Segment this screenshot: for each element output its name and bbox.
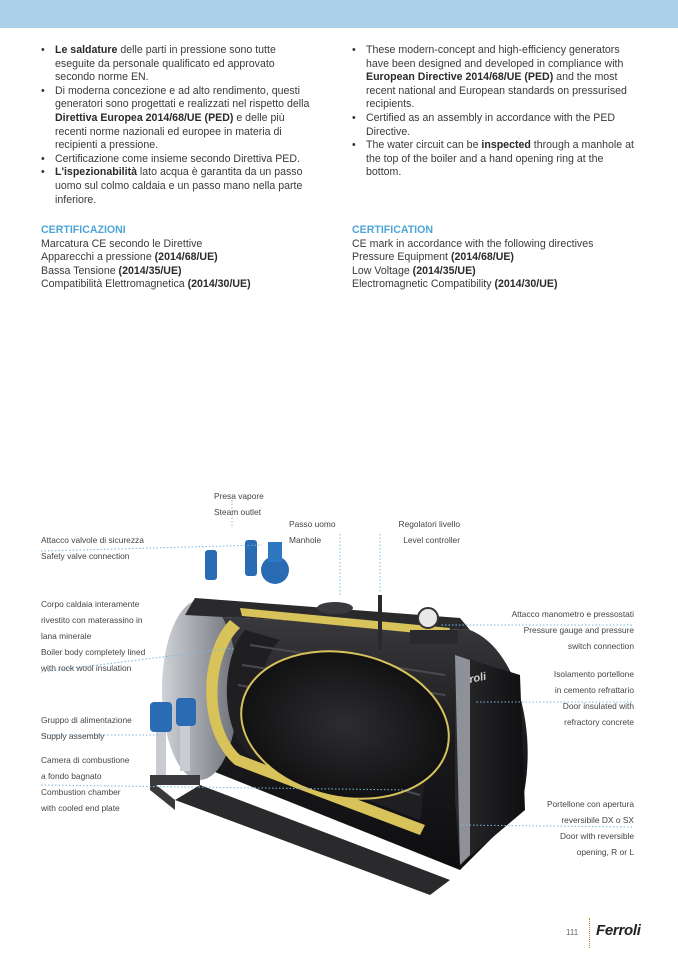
top-color-band bbox=[0, 0, 678, 28]
level-controller-rod bbox=[378, 595, 382, 650]
italian-certification-block bbox=[41, 224, 251, 292]
manhole bbox=[317, 602, 353, 614]
english-bullet-list bbox=[352, 44, 634, 180]
cert-line: Bassa Tensione (2014/35/UE) bbox=[41, 264, 182, 277]
bullet-item: • L'ispezionabilità lato acqua è garantita da un passo uomo sul colmo caldaia e un passo mano nella parte inferiore. bbox=[41, 166, 317, 207]
bullet-item: • Certificazione come insieme secondo Direttiva PED. bbox=[41, 153, 317, 167]
section-heading: CERTIFICATION bbox=[352, 224, 434, 236]
cert-line: Apparecchi a pressione (2014/68/UE) bbox=[41, 251, 218, 264]
nameplate-text: roli bbox=[468, 670, 488, 686]
english-column bbox=[352, 44, 634, 180]
callout-pressure-gauge: Attacco manometro e pressostati Pressure gauge and pressure switch connection bbox=[511, 609, 634, 651]
callout-manhole: Passo uomo Manhole bbox=[289, 519, 336, 545]
page-number: 111 bbox=[566, 928, 579, 937]
callout-steam-outlet: Presa vapore Steam outlet bbox=[214, 491, 264, 517]
bullet-item: • The water circuit can be inspected through a manhole at the top of the boiler and a hand opening ring at the bottom. bbox=[352, 139, 634, 180]
cert-line: Electromagnetic Compatibility (2014/30/UE) bbox=[352, 278, 558, 291]
callout-reversible-door: Portellone con apertura reversibile DX o SX Door with reversible opening, R or L bbox=[546, 799, 634, 857]
callout-door-insulated: Isolamento portellone in cemento refrattario Door insulated with refractory concrete bbox=[553, 669, 634, 727]
cert-line: Compatibilità Elettromagnetica (2014/30/UE) bbox=[41, 278, 251, 291]
footer-divider bbox=[589, 918, 590, 948]
english-certification-block bbox=[352, 224, 593, 292]
section-heading: CERTIFICAZIONI bbox=[41, 224, 126, 236]
italian-column bbox=[41, 44, 317, 207]
cert-line: Low Voltage (2014/35/UE) bbox=[352, 264, 476, 277]
bullet-item: • Le saldature delle parti in pressione sono tutte eseguite da personale qualificato ed approvato secondo norme EN. bbox=[41, 44, 317, 85]
bullet-item: • Certified as an assembly in accordance with the PED Directive. bbox=[352, 112, 634, 139]
boiler-cutaway-figure bbox=[0, 480, 678, 900]
italian-bullet-list bbox=[41, 44, 317, 207]
pressure-gauge bbox=[418, 608, 438, 628]
cert-line: Pressure Equipment (2014/68/UE) bbox=[352, 251, 514, 264]
bullet-item: • These modern-concept and high-efficiency generators have been designed and developed in compliance with European Directive 2014/68/UE (PED) and the most recent national and European standards on pressurised recipients. bbox=[352, 44, 634, 112]
callout-boiler-body: Corpo caldaia interamente rivestito con materassino in lana minerale Boiler body completely lined with rock wool insulation bbox=[41, 599, 146, 673]
safety-valves bbox=[205, 540, 289, 584]
callout-level-controller: Regolatori livello Level controller bbox=[398, 519, 460, 545]
callout-combustion-chamber: Camera di combustione a fondo bagnato Combustion chamber with cooled end plate bbox=[41, 755, 130, 813]
callout-supply-assembly: Gruppo di alimentazione Supply assembly bbox=[41, 715, 132, 741]
cert-line: Marcatura CE secondo le Direttive bbox=[41, 237, 203, 250]
bullet-item: • Di moderna concezione e ad alto rendimento, questi generatori sono progettati e realizzati nel rispetto della Direttiva Europea 2014/68/UE (PED) e delle più recenti norme nazionali ed europee in materia di recipienti a pressione. bbox=[41, 85, 317, 153]
callout-safety-valve: Attacco valvole di sicurezza Safety valve connection bbox=[41, 535, 144, 561]
cert-line: CE mark in accordance with the following directives bbox=[352, 237, 594, 250]
ferroli-logo: Ferroli bbox=[596, 922, 641, 939]
